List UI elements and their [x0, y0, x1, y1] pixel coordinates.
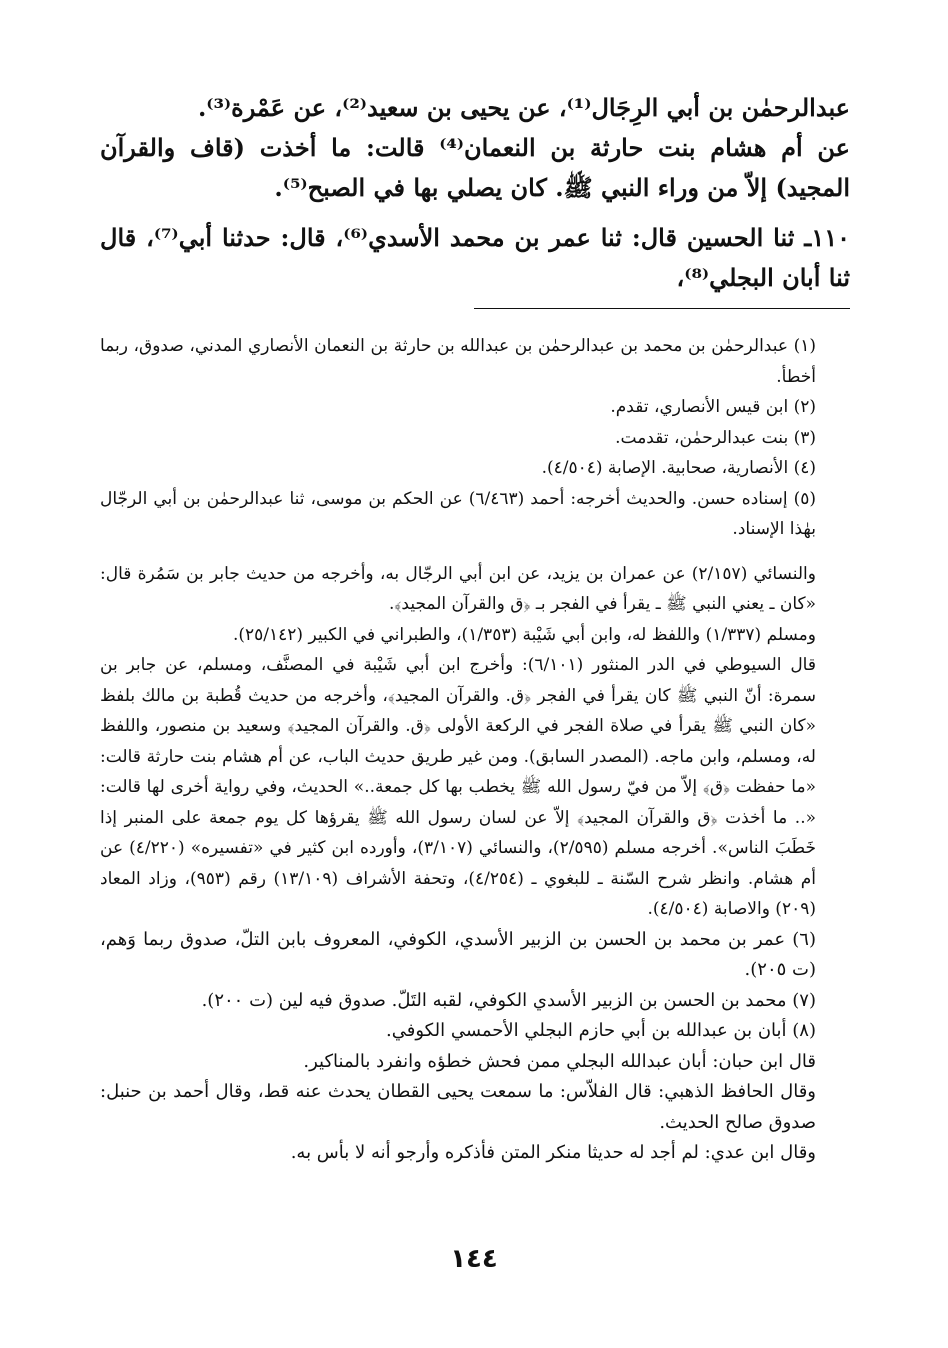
footnote-5-cont-3: قال السيوطي في الدر المنثور (٦/١٠١): وأخرج ابن أبي شَيْبة في المصنَّف، ومسلم، عن جابر بن سمرة: أنّ النبي ﷺ كان يقرأ في الفجر ﴿ق. والقرآن المجيد﴾، وأخرجه من حديث قُطبة بن مالك بلفظ «كان النبي ﷺ يقرأ في صلاة الفجر في الركعة الأولى ﴿ق. والقرآن المجيد﴾ وسعيد بن منصور، واللفظ له، ومسلم، وابن ماجه. (المصدر السابق). ومن غير طريق حديث الباب، عن أم هشام بنت حارثة قالت: «ما حفظت ﴿ق﴾ إلاّ من فيّ رسول الله ﷺ يخطب بها كل جمعة..» الحديث، وفي رواية أخرى لها قالت: «.. ما أخذت ﴿ق والقرآن المجيد﴾ إلاّ عن لسان رسول الله ﷺ يقرؤها كل يوم جمعة على المنبر إذا خَطَبَ الناس». أخرجه مسلم (٢/٥٩٥)، والنسائي (٣/١٠٧)، وأورده ابن كثير في «تفسيره» (٤/٢٢٠) عن أم هشام. وانظر شرح السّنة ـ للبغوي ـ (٤/٢٥٤)، وتحفة الأشراف (١٣/١٠٩) رقم (٩٥٣)، وزاد المعاد (٢٠٩) والاصابة (٤/٥٠٤).: [100, 655, 816, 919]
footnote-8-ibn-hibban: قال ابن حبان: أبان عبدالله البجلي ممن فحش خطؤه وانفرد بالمناكير.: [303, 1050, 816, 1072]
footnote-5-cont-1: والنسائي (٢/١٥٧) عن عمران بن يزيد، عن ابن أبي الرجّال به، وأخرجه من حديث جابر بن سَمُرة قال: «كان ـ يعني النبي ﷺ ـ يقرأ في الفجر بـ ﴿ق والقرآن المجيد﴾.: [100, 563, 816, 614]
footnote-7: (٧) محمد بن الحسن بن الزبير الأسدي الكوفي، لقبه التَلّ. صدوق فيه لين (ت ٢٠٠).: [201, 989, 816, 1011]
footnote-6: (٦) عمر بن محمد بن الحسن بن الزبير الأسدي، الكوفي، المعروف بابن التلّ، صدوق ربما وَهم، (ت ٢٠٥).: [100, 928, 816, 980]
main-line-2: عن أم هشام بنت حارثة بن النعمان⁽⁴⁾ قالت: ما أخذت (قاف والقرآن المجيد) إلاّ من وراء النبي ﷺ. كان يصلي بها في الصبح⁽⁵⁾.: [100, 133, 851, 202]
page-number: ١٤٤: [450, 1244, 498, 1274]
page-body: [100, 88, 850, 1169]
footnote-1: (١) عبدالرحمٰن بن محمد بن عبدالرحمٰن بن عبدالله بن حارثة بن النعمان الأنصاري المدني، صدوق، ربما أخطأ.: [100, 336, 816, 387]
footnote-8-ibn-adi: وقال ابن عدي: لم أجد له حديثا منكر المتن فأذكره وأرجو أنه لا بأس به.: [290, 1142, 816, 1163]
main-line-3: ١١٠ـ ثنا الحسين قال: ثنا عمر بن محمد الأسدي⁽⁶⁾، قال: حدثنا أبي⁽⁷⁾، قال ثنا أبان البجلي⁽⁸⁾،: [100, 223, 850, 292]
main-text: [100, 88, 850, 298]
footnote-4: (٤) الأنصارية، صحابية. الإصابة (٤/٥٠٤).: [541, 458, 816, 478]
main-line-1: عبدالرحمٰن بن أبي الرِجَال⁽¹⁾، عن يحيى بن سعيد⁽²⁾، عن عَمْرة⁽³⁾.: [197, 93, 850, 122]
footnote-separator: [474, 308, 850, 309]
footnote-8-dhahabi: وقال الحافظ الذهبي: قال الفلاّس: ما سمعت يحيى القطان يحدث عنه قط، وقال أحمد بن حنبل: صدوق صالح الحديث.: [100, 1081, 816, 1133]
footnote-5-cont-2: ومسلم (١/٣٣٧) واللفظ له، وابن أبي شَيْبة (١/٣٥٣)، والطبراني في الكبير (٢٥/١٤٢).: [232, 624, 816, 645]
footnote-5: (٥) إسناده حسن. والحديث أخرجه: أحمد (٦/٤٦٣) عن الحكم بن موسى، ثنا عبدالرحمٰن بن أبي الرجّال بهٰذا الإسناد.: [100, 488, 816, 539]
footnote-8: (٨) أبان بن عبدالله بن أبي حازم البجلي الأحمسي الكوفي.: [386, 1020, 816, 1041]
footnote-3: (٣) بنت عبدالرحمٰن، تقدمت.: [615, 427, 816, 448]
footnotes: [100, 331, 850, 1169]
footnote-2: (٢) ابن قيس الأنصاري، تقدم.: [610, 397, 816, 417]
